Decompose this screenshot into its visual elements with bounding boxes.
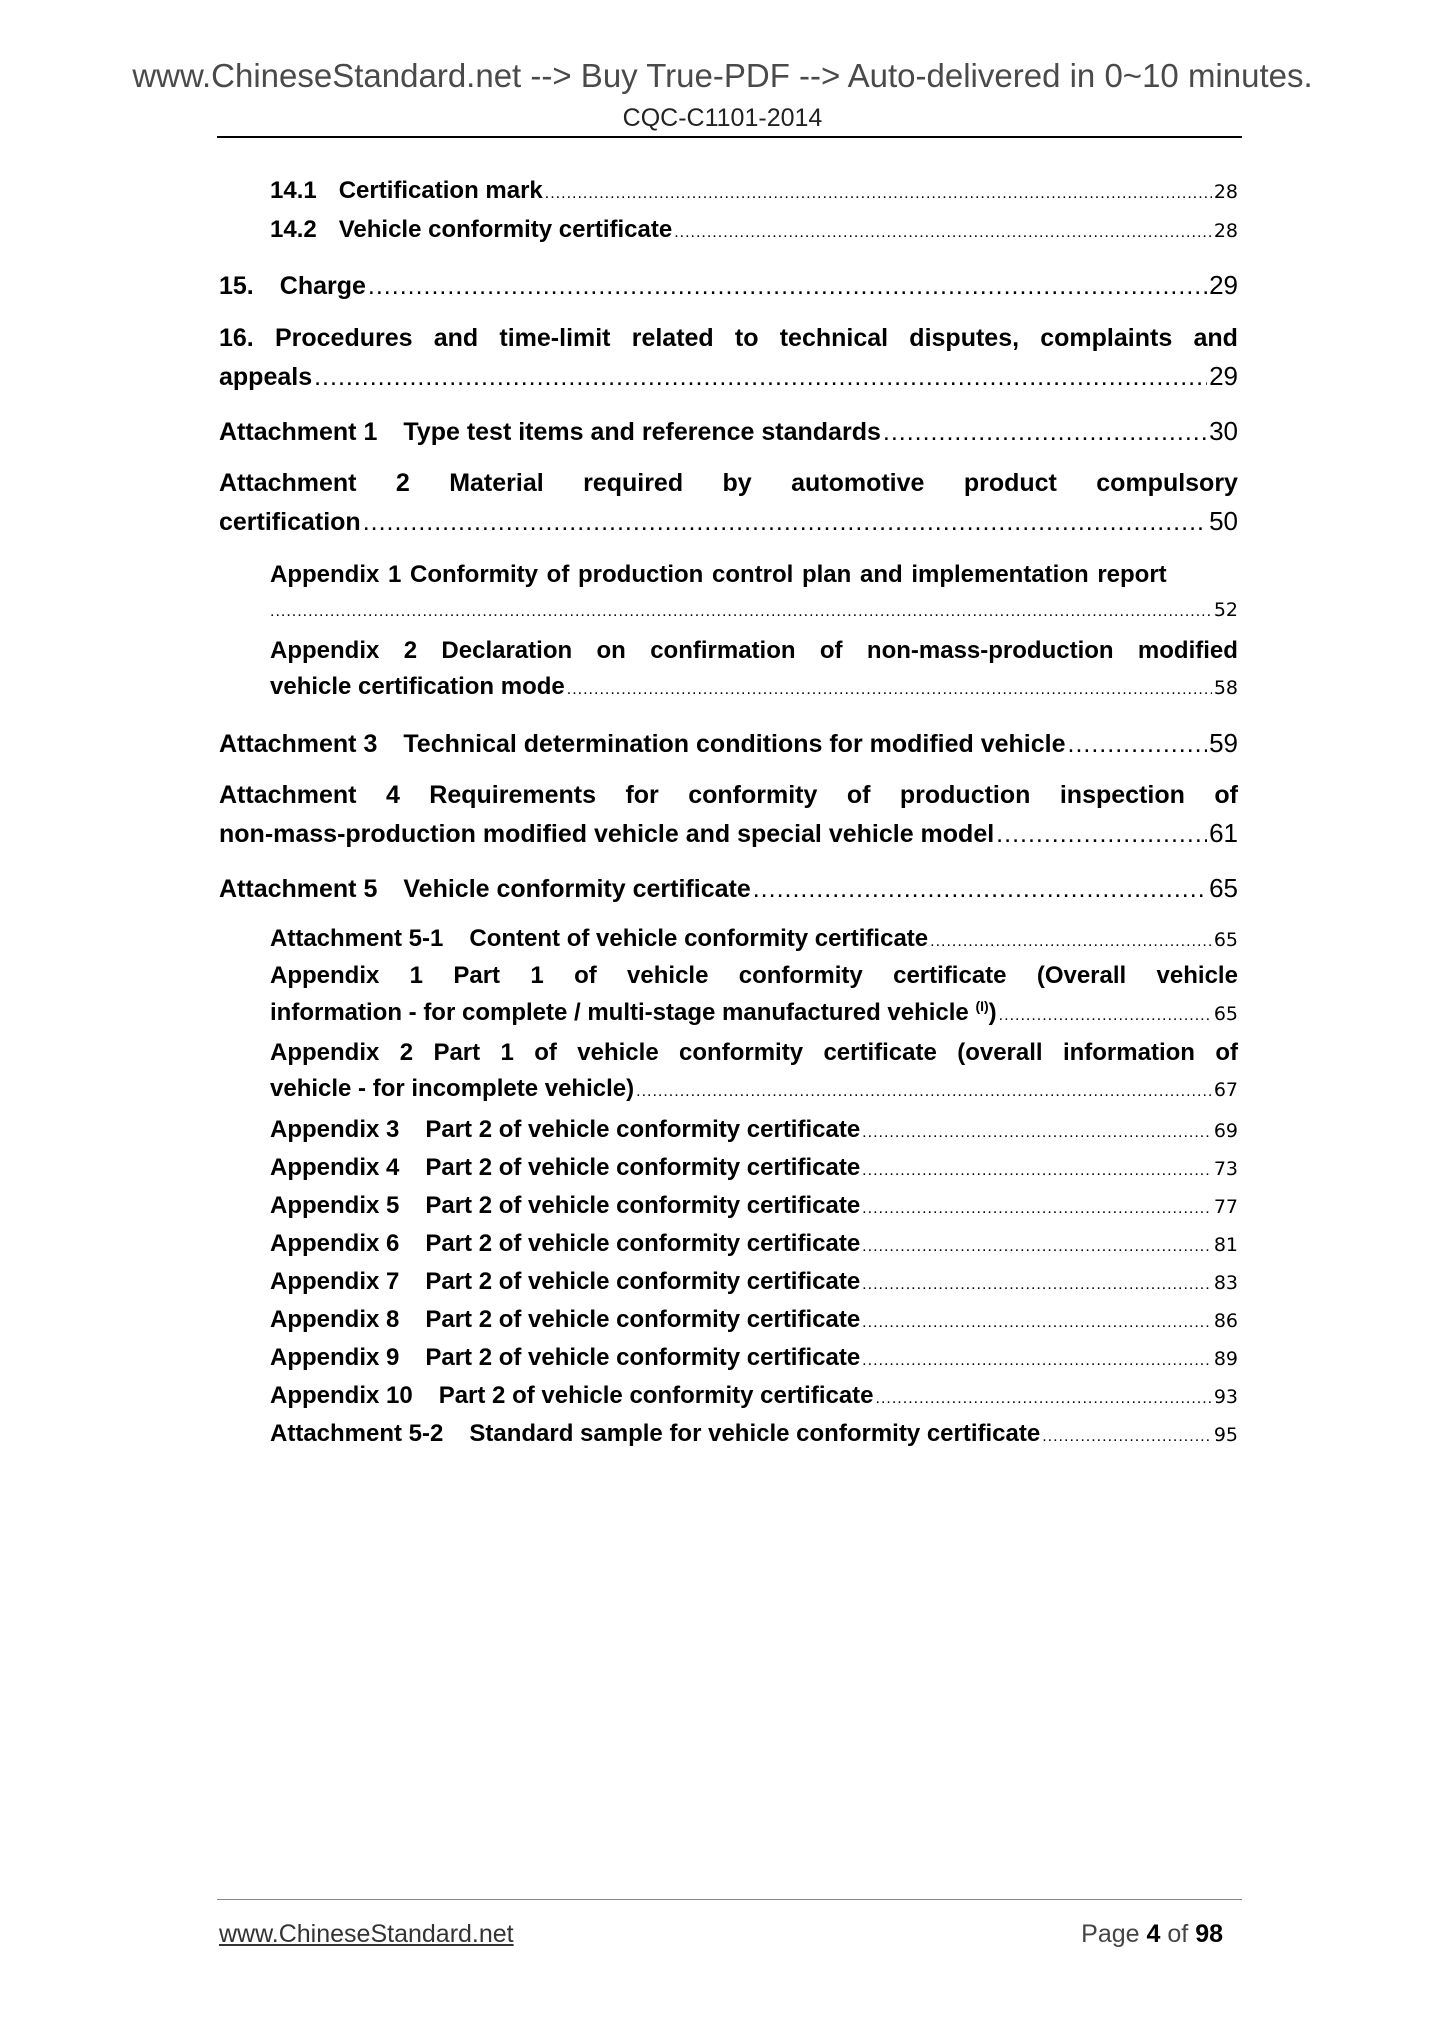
toc-number: 14.1 bbox=[270, 177, 317, 204]
footer-divider bbox=[217, 1899, 1242, 1900]
toc-word: production bbox=[899, 781, 1031, 809]
toc-word: compulsory bbox=[1096, 469, 1238, 497]
toc-word: of bbox=[846, 781, 871, 809]
toc-number: 16. bbox=[219, 324, 254, 352]
toc-page-number: 28 bbox=[1213, 220, 1238, 242]
toc-word: by bbox=[722, 469, 752, 497]
toc-number: Attachment 1 bbox=[219, 418, 378, 446]
toc-word: certificate bbox=[823, 1039, 937, 1066]
toc-title bbox=[270, 998, 997, 1027]
toc-page-number: 73 bbox=[1213, 1158, 1238, 1180]
toc-word: 1 bbox=[409, 962, 424, 989]
toc-word: non-mass-production bbox=[866, 637, 1114, 664]
toc-leader-dots bbox=[1042, 1420, 1212, 1448]
footer-page-indicator bbox=[1081, 1920, 1223, 1949]
toc-word: 1 bbox=[530, 962, 544, 989]
toc-leader-dots bbox=[636, 1075, 1212, 1103]
toc-number: Attachment 5 bbox=[219, 875, 378, 903]
toc-leader-dots bbox=[363, 508, 1207, 537]
footer-site-link[interactable]: www.ChineseStandard.net bbox=[219, 1920, 514, 1948]
toc-entry-appendix-9[interactable] bbox=[270, 1344, 1238, 1372]
toc-page-number: 67 bbox=[1213, 1079, 1238, 1101]
toc-number: 14.2 bbox=[270, 216, 317, 243]
toc-entry-attachment-2-appendix-1[interactable] bbox=[270, 561, 1238, 623]
toc-word: Appendix bbox=[270, 962, 380, 989]
toc-entry-15[interactable] bbox=[219, 270, 1238, 301]
toc-title-end: ) bbox=[988, 999, 997, 1026]
toc-page-number: 58 bbox=[1213, 677, 1238, 699]
toc-page-number: 81 bbox=[1213, 1234, 1238, 1256]
toc-title-line bbox=[219, 469, 1238, 498]
toc-leader-dots bbox=[314, 363, 1207, 392]
toc-entry-attachment-1[interactable] bbox=[219, 416, 1238, 447]
toc-number: 15. bbox=[219, 272, 254, 300]
toc-word: required bbox=[583, 469, 684, 497]
toc-word: Requirements bbox=[429, 781, 597, 809]
toc-leader-dots bbox=[862, 1230, 1212, 1258]
toc-page-number: 83 bbox=[1213, 1272, 1238, 1294]
toc-word: automotive bbox=[791, 469, 925, 497]
toc-page-number: 30 bbox=[1209, 416, 1238, 446]
toc-page-number: 77 bbox=[1213, 1196, 1238, 1218]
toc-page-number: 65 bbox=[1213, 929, 1238, 951]
toc-title: vehicle - for incomplete vehicle) bbox=[270, 1075, 635, 1102]
toc-word: Procedures bbox=[274, 324, 413, 352]
toc-title: Appendix 1 Conformity of production control plan and implementation report bbox=[270, 561, 1167, 588]
toc-leader-dots bbox=[862, 1192, 1212, 1220]
toc-title: Part 2 of vehicle conformity certificate bbox=[425, 1192, 861, 1219]
toc-title-line bbox=[219, 324, 1238, 353]
toc-page-number: 28 bbox=[1213, 181, 1238, 203]
footnote-marker: (I) bbox=[975, 998, 989, 1014]
toc-leader-dots bbox=[368, 272, 1207, 301]
toc-word: Attachment bbox=[219, 469, 357, 497]
toc-entry-appendix-4[interactable] bbox=[270, 1154, 1238, 1182]
toc-number: Appendix 10 bbox=[270, 1382, 413, 1409]
toc-title: certification bbox=[219, 508, 361, 536]
toc-page-number: 86 bbox=[1213, 1310, 1238, 1332]
toc-leader-dots bbox=[862, 1306, 1212, 1334]
toc-word: 2 bbox=[395, 469, 410, 497]
page-current: 4 bbox=[1146, 1920, 1161, 1948]
toc-word: disputes, bbox=[909, 324, 1020, 352]
toc-number: Appendix 5 bbox=[270, 1192, 400, 1219]
toc-number: Appendix 8 bbox=[270, 1306, 400, 1333]
toc-entry-appendix-5[interactable] bbox=[270, 1192, 1238, 1220]
toc-entry-attachment-5-1[interactable] bbox=[270, 925, 1238, 953]
toc-title: Part 2 of vehicle conformity certificate bbox=[425, 1306, 861, 1333]
toc-title-line bbox=[270, 637, 1238, 665]
toc-page-number: 50 bbox=[1209, 506, 1238, 536]
toc-word: information bbox=[1062, 1039, 1195, 1066]
toc-number: Appendix 9 bbox=[270, 1344, 400, 1371]
toc-title: Charge bbox=[279, 272, 366, 300]
toc-leader-dots bbox=[999, 999, 1212, 1027]
toc-title: Part 2 of vehicle conformity certificate bbox=[425, 1116, 861, 1143]
toc-leader-dots bbox=[567, 673, 1212, 701]
toc-word: and bbox=[1193, 324, 1238, 352]
toc-page-number: 59 bbox=[1209, 728, 1238, 758]
toc-leader-dots bbox=[996, 820, 1207, 849]
toc-word: conformity bbox=[738, 962, 863, 989]
toc-leader-dots bbox=[753, 875, 1207, 904]
toc-entry-appendix-8[interactable] bbox=[270, 1306, 1238, 1334]
toc-word: time-limit bbox=[499, 324, 611, 352]
toc-leader-dots bbox=[862, 1268, 1212, 1296]
toc-title: Certification mark bbox=[338, 177, 543, 204]
toc-leader-dots bbox=[883, 418, 1207, 447]
toc-page-number: 93 bbox=[1213, 1386, 1238, 1408]
toc-number: Appendix 3 bbox=[270, 1116, 400, 1143]
toc-entry-appendix-6[interactable] bbox=[270, 1230, 1238, 1258]
toc-title: Technical determination conditions for modified vehicle bbox=[403, 730, 1066, 758]
toc-title: appeals bbox=[219, 363, 313, 391]
toc-title: Part 2 of vehicle conformity certificate bbox=[438, 1382, 874, 1409]
toc-entry-attachment-3[interactable] bbox=[219, 728, 1238, 759]
toc-entry-14-1[interactable] bbox=[270, 177, 1238, 205]
header-divider bbox=[217, 136, 1242, 138]
toc-title: non-mass-production modified vehicle and special vehicle model bbox=[219, 820, 995, 848]
toc-number: Attachment 3 bbox=[219, 730, 378, 758]
document-code: CQC-C1101-2014 bbox=[622, 104, 823, 132]
toc-word: conformity bbox=[688, 781, 818, 809]
toc-title: Part 2 of vehicle conformity certificate bbox=[425, 1344, 861, 1371]
toc-entry-attachment-2-appendix-2[interactable] bbox=[270, 637, 1238, 701]
toc-leader-dots bbox=[876, 1382, 1212, 1410]
toc-word: (overall bbox=[957, 1039, 1043, 1066]
toc-leader-dots bbox=[1068, 730, 1208, 759]
toc-word: Attachment bbox=[219, 781, 357, 809]
toc-title: Content of vehicle conformity certificate bbox=[469, 925, 929, 952]
toc-entry-attachment-5[interactable] bbox=[219, 873, 1238, 904]
toc-page-number: 29 bbox=[1209, 361, 1238, 391]
toc-title-line bbox=[270, 1039, 1238, 1067]
toc-word: conformity bbox=[679, 1039, 804, 1066]
toc-title: vehicle certification mode bbox=[270, 673, 565, 700]
toc-title: Vehicle conformity certificate bbox=[338, 216, 673, 243]
toc-title: Vehicle conformity certificate bbox=[403, 875, 751, 903]
toc-leader-dots bbox=[862, 1116, 1212, 1144]
toc-entry-attachment-5-2[interactable] bbox=[270, 1420, 1238, 1448]
toc-word: modified bbox=[1137, 637, 1238, 664]
toc-word: 1 bbox=[500, 1039, 514, 1066]
toc-page-number: 69 bbox=[1213, 1120, 1238, 1142]
toc-word: vehicle bbox=[627, 962, 709, 989]
toc-page-number: 52 bbox=[1213, 599, 1238, 621]
toc-last-line bbox=[270, 595, 1238, 623]
toc-word: related bbox=[631, 324, 714, 352]
toc-word: Material bbox=[449, 469, 544, 497]
toc-title: Type test items and reference standards bbox=[403, 418, 881, 446]
toc-leader-dots bbox=[862, 1154, 1212, 1182]
toc-title: Standard sample for vehicle conformity certificate bbox=[469, 1420, 1041, 1447]
toc-title-text: information - for complete / multi-stage manufactured vehicle bbox=[270, 999, 969, 1026]
toc-last-line bbox=[219, 818, 1238, 849]
toc-entry-appendix-3[interactable] bbox=[270, 1116, 1238, 1144]
toc-last-line bbox=[270, 998, 1238, 1027]
toc-number: Attachment 5-2 bbox=[270, 1420, 444, 1447]
toc-last-line bbox=[270, 1075, 1238, 1103]
toc-number: Appendix 4 bbox=[270, 1154, 400, 1181]
toc-leader-dots bbox=[545, 177, 1212, 205]
toc-title-line bbox=[270, 962, 1238, 990]
toc-entry-16[interactable] bbox=[219, 324, 1238, 392]
toc-entry-attachment-4[interactable] bbox=[219, 781, 1238, 849]
toc-word: inspection bbox=[1059, 781, 1185, 809]
toc-word: for bbox=[625, 781, 659, 809]
toc-page-number: 89 bbox=[1213, 1348, 1238, 1370]
toc-word: 2 bbox=[403, 637, 418, 664]
toc-word: (Overall bbox=[1036, 962, 1127, 989]
page-of-label: of bbox=[1167, 1920, 1189, 1948]
toc-word: Appendix bbox=[270, 1039, 380, 1066]
toc-word: product bbox=[963, 469, 1057, 497]
toc-title: Part 2 of vehicle conformity certificate bbox=[425, 1268, 861, 1295]
page-total: 98 bbox=[1195, 1920, 1223, 1948]
toc-entry-appendix-1[interactable] bbox=[270, 962, 1238, 1027]
toc-number: Attachment 5-1 bbox=[270, 925, 444, 952]
toc-word: technical bbox=[779, 324, 889, 352]
toc-word: certificate bbox=[893, 962, 1007, 989]
toc-word: complaints bbox=[1040, 324, 1173, 352]
toc-last-line bbox=[219, 361, 1238, 392]
toc-word: to bbox=[734, 324, 759, 352]
page-label: Page bbox=[1081, 1920, 1140, 1948]
toc-word: vehicle bbox=[1156, 962, 1238, 989]
toc-word: on bbox=[596, 637, 626, 664]
toc-entry-appendix-7[interactable] bbox=[270, 1268, 1238, 1296]
toc-last-line bbox=[219, 506, 1238, 537]
toc-page-number: 65 bbox=[1213, 1003, 1238, 1025]
toc-word: of bbox=[1215, 1039, 1238, 1066]
toc-page-number: 65 bbox=[1209, 873, 1238, 903]
toc-title: Part 2 of vehicle conformity certificate bbox=[425, 1154, 861, 1181]
toc-word: 4 bbox=[385, 781, 400, 809]
toc-entry-attachment-2[interactable] bbox=[219, 469, 1238, 537]
toc-last-line bbox=[270, 673, 1238, 701]
top-banner-link[interactable]: www.ChineseStandard.net --> Buy True-PDF --> Auto-delivered in 0~10 minutes. bbox=[132, 57, 1313, 94]
toc-word: confirmation bbox=[650, 637, 796, 664]
toc-title: Part 2 of vehicle conformity certificate bbox=[425, 1230, 861, 1257]
toc-word: and bbox=[433, 324, 479, 352]
toc-word: of bbox=[574, 962, 597, 989]
toc-word: of bbox=[1214, 781, 1238, 809]
toc-word: Declaration bbox=[441, 637, 573, 664]
toc-leader-dots bbox=[862, 1344, 1212, 1372]
toc-number: Appendix 6 bbox=[270, 1230, 400, 1257]
toc-word: Part bbox=[453, 962, 501, 989]
toc-title-line bbox=[219, 781, 1238, 810]
toc-word: of bbox=[534, 1039, 557, 1066]
toc-leader-dots bbox=[930, 925, 1212, 953]
toc-word: Part bbox=[433, 1039, 481, 1066]
toc-word: Appendix bbox=[270, 637, 380, 664]
toc-entry-appendix-10[interactable] bbox=[270, 1382, 1238, 1410]
toc-word: of bbox=[819, 637, 843, 664]
toc-word: 2 bbox=[399, 1039, 414, 1066]
toc-page-number: 61 bbox=[1209, 818, 1238, 848]
toc-word: vehicle bbox=[577, 1039, 659, 1066]
toc-entry-appendix-2[interactable] bbox=[270, 1039, 1238, 1103]
toc-leader-dots bbox=[674, 216, 1212, 244]
toc-page-number: 29 bbox=[1209, 270, 1238, 300]
toc-number: Appendix 7 bbox=[270, 1268, 400, 1295]
toc-page-number: 95 bbox=[1213, 1424, 1238, 1446]
toc-entry-14-2[interactable] bbox=[270, 216, 1238, 244]
toc-leader-dots bbox=[270, 595, 1212, 623]
